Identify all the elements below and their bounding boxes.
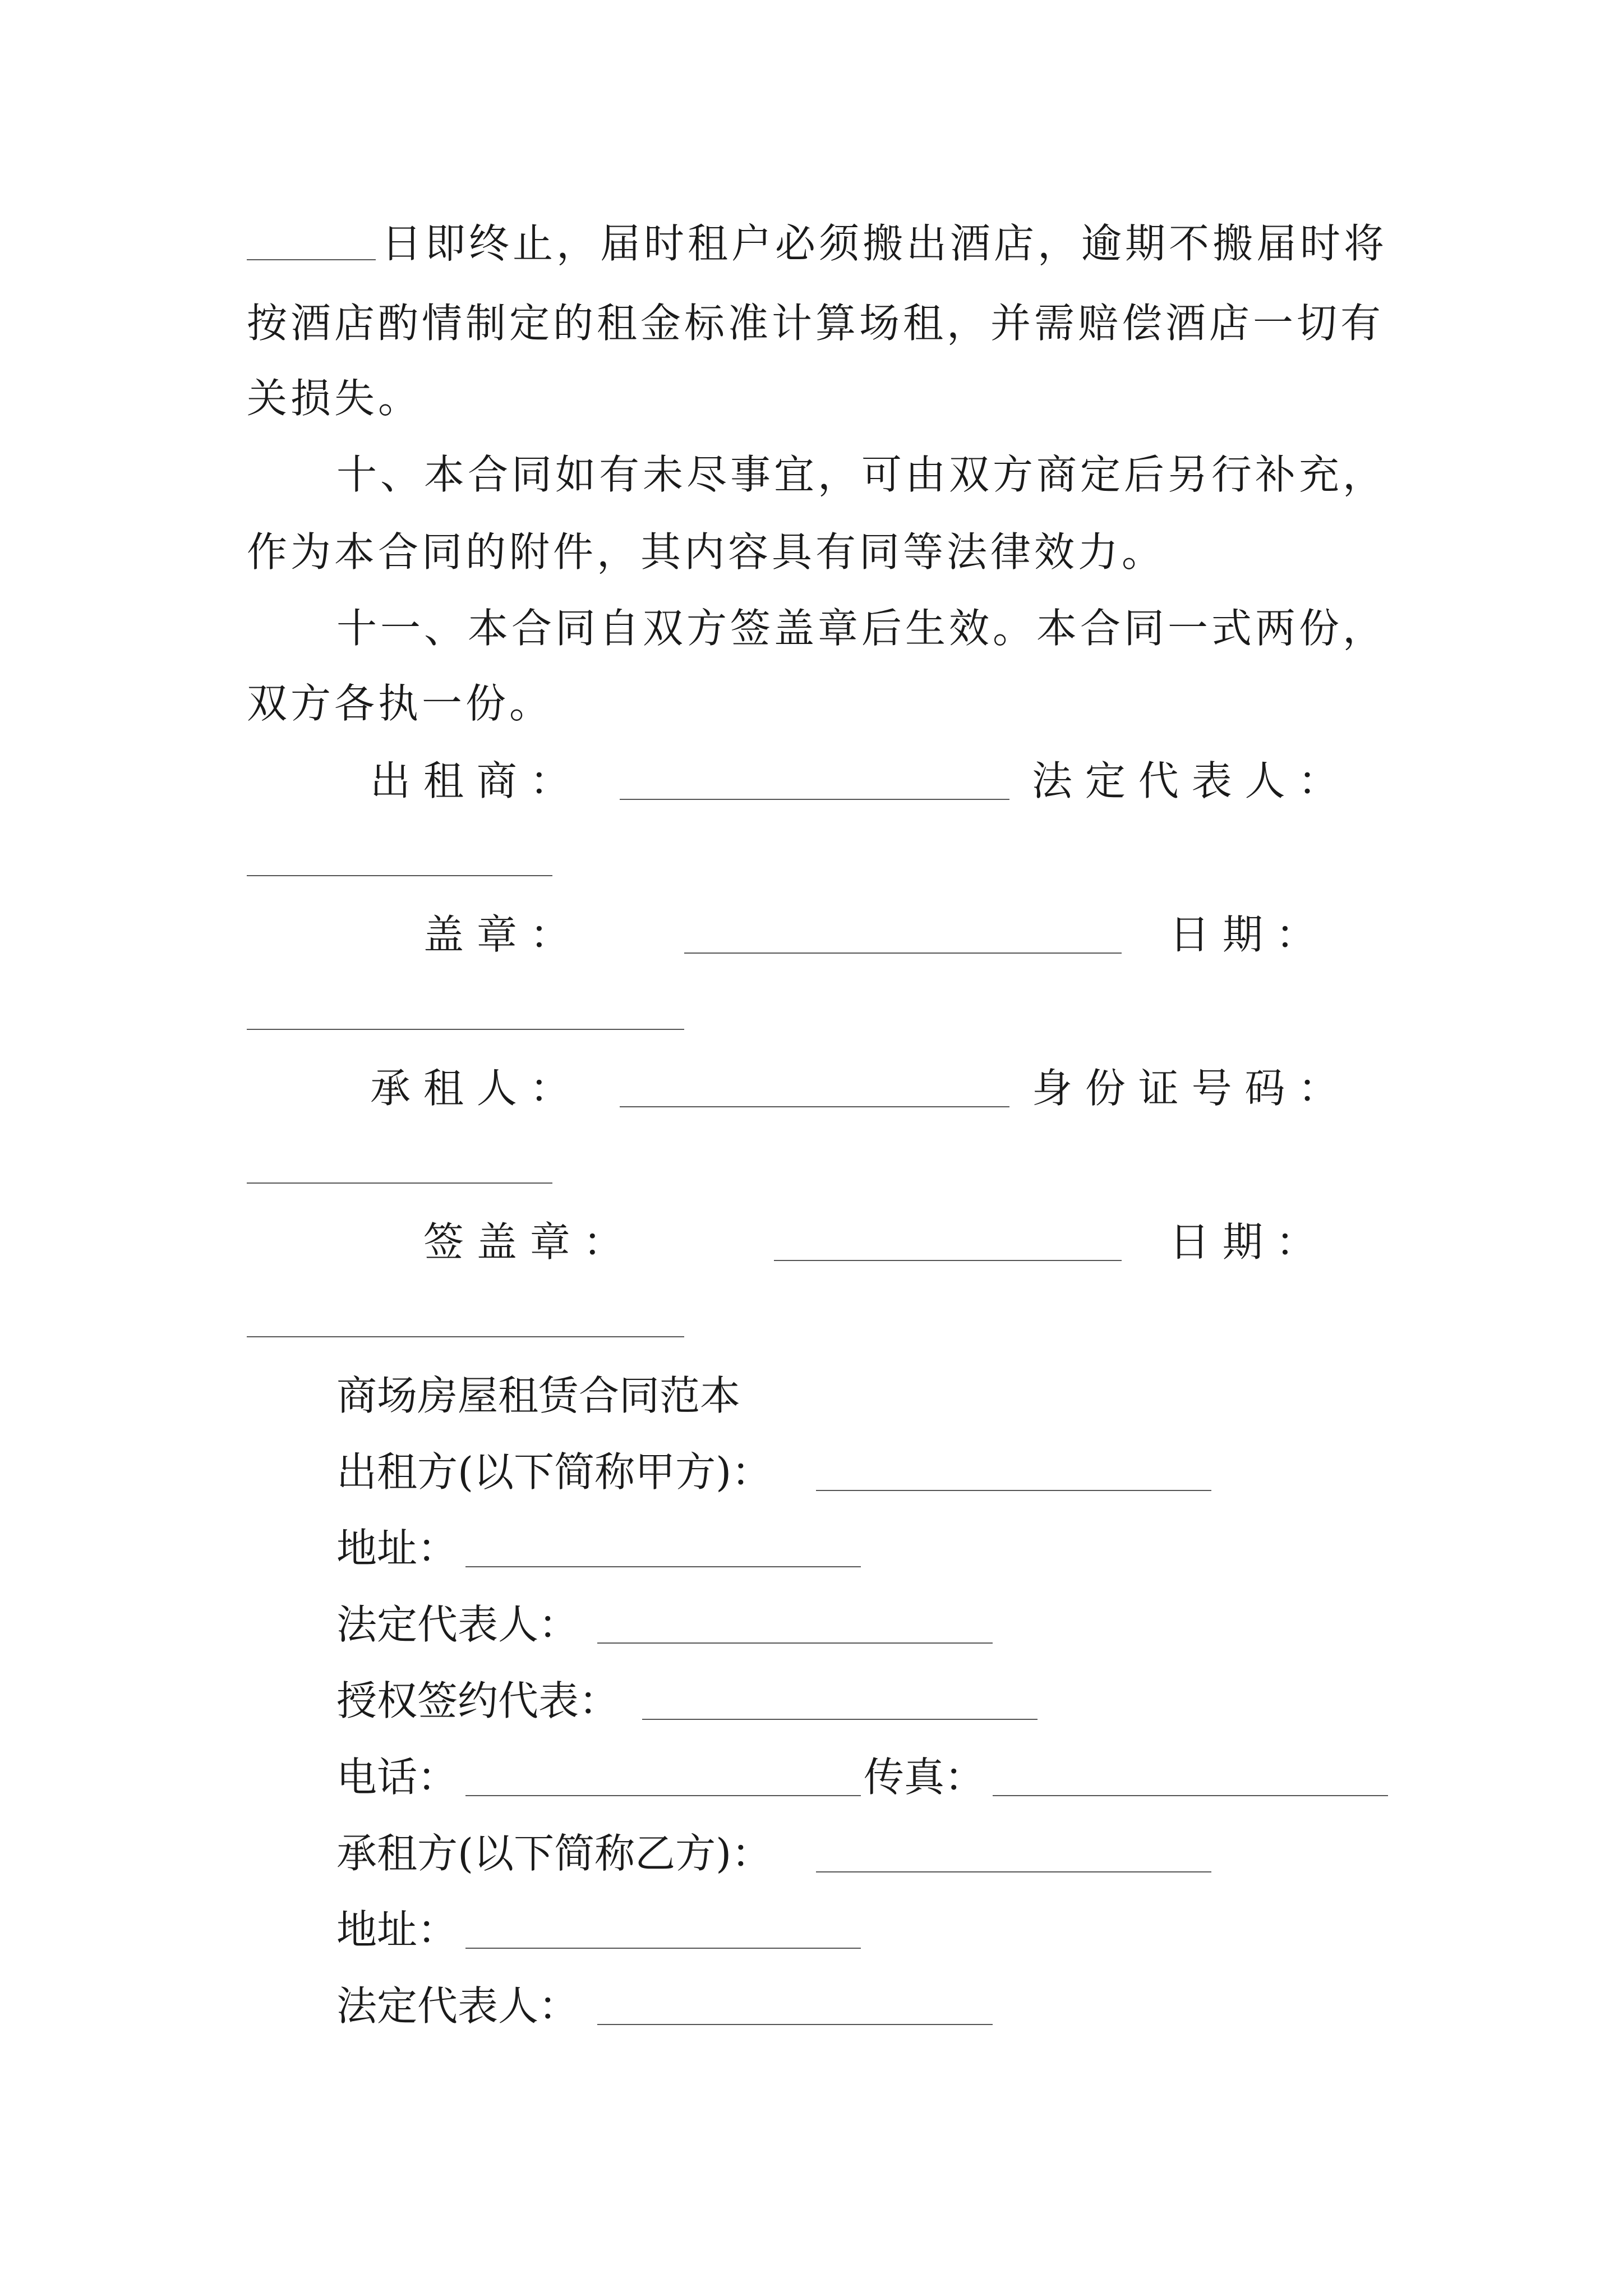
fax-blank xyxy=(993,1795,1388,1796)
sign-seal-label: 签 盖 章 ： xyxy=(423,1218,624,1266)
phone-label: 电话： xyxy=(336,1754,458,1801)
lessor-party-blank xyxy=(816,1490,1211,1491)
date-blank-1 xyxy=(247,1029,684,1030)
id-number-blank xyxy=(247,1182,552,1184)
sign-seal-blank xyxy=(774,1260,1122,1261)
date-blank-2 xyxy=(247,1336,684,1337)
lessor-label: 出 租 商 ： xyxy=(370,757,570,804)
legal-rep-label: 法 定 代 表 人 ： xyxy=(1032,757,1339,804)
lessor-blank xyxy=(620,799,1009,800)
clause-10-line-2: 作为本合同的附件，其内容具有同等法律效力。 xyxy=(247,528,1166,576)
authorized-rep-label: 授权签约代表： xyxy=(336,1677,620,1724)
legal-rep-blank-2 xyxy=(597,2024,993,2025)
phone-blank xyxy=(465,1795,861,1796)
address-blank-2 xyxy=(465,1948,861,1949)
fax-label: 传真： xyxy=(864,1754,985,1801)
address-label-2: 地址： xyxy=(336,1906,458,1953)
seal-blank xyxy=(684,953,1122,954)
lessor-party-label: 出租方(以下简称甲方)： xyxy=(336,1448,772,1496)
date-label-1: 日 期 ： xyxy=(1169,911,1316,958)
id-number-label: 身 份 证 号 码 ： xyxy=(1032,1065,1339,1112)
clause-10-line-1: 十、本合同如有未尽事宜，可由双方商定后另行补充， xyxy=(336,451,1387,498)
legal-rep-label-2: 法定代表人： xyxy=(336,1982,579,2030)
continuation-line-3: 关损失。 xyxy=(247,375,422,422)
continuation-line-1: 日即终止，届时租户必须搬出酒店，逾期不搬届时将 xyxy=(381,220,1388,267)
seal-label: 盖 章 ： xyxy=(423,911,570,958)
legal-rep-blank xyxy=(247,875,552,876)
lessee-party-blank xyxy=(816,1871,1211,1872)
clause-11-line-1: 十一、本合同自双方签盖章后生效。本合同一式两份， xyxy=(336,605,1387,652)
lessee-label: 承 租 人 ： xyxy=(370,1065,570,1112)
continuation-line-2: 按酒店酌情制定的租金标准计算场租，并需赔偿酒店一切有 xyxy=(247,300,1385,347)
clause-11-line-2: 双方各执一份。 xyxy=(247,680,554,727)
address-label-1: 地址： xyxy=(336,1525,458,1572)
address-blank-1 xyxy=(465,1566,861,1567)
second-contract-title: 商场房屋租赁合同范本 xyxy=(336,1372,741,1419)
lessee-party-label: 承租方(以下简称乙方)： xyxy=(336,1830,772,1877)
lessee-blank xyxy=(620,1106,1009,1107)
blank-end-date xyxy=(247,259,376,260)
legal-rep-blank-1 xyxy=(597,1642,993,1644)
authorized-rep-blank xyxy=(642,1719,1038,1720)
date-label-2: 日 期 ： xyxy=(1169,1218,1316,1266)
legal-rep-label-1: 法定代表人： xyxy=(336,1601,579,1648)
